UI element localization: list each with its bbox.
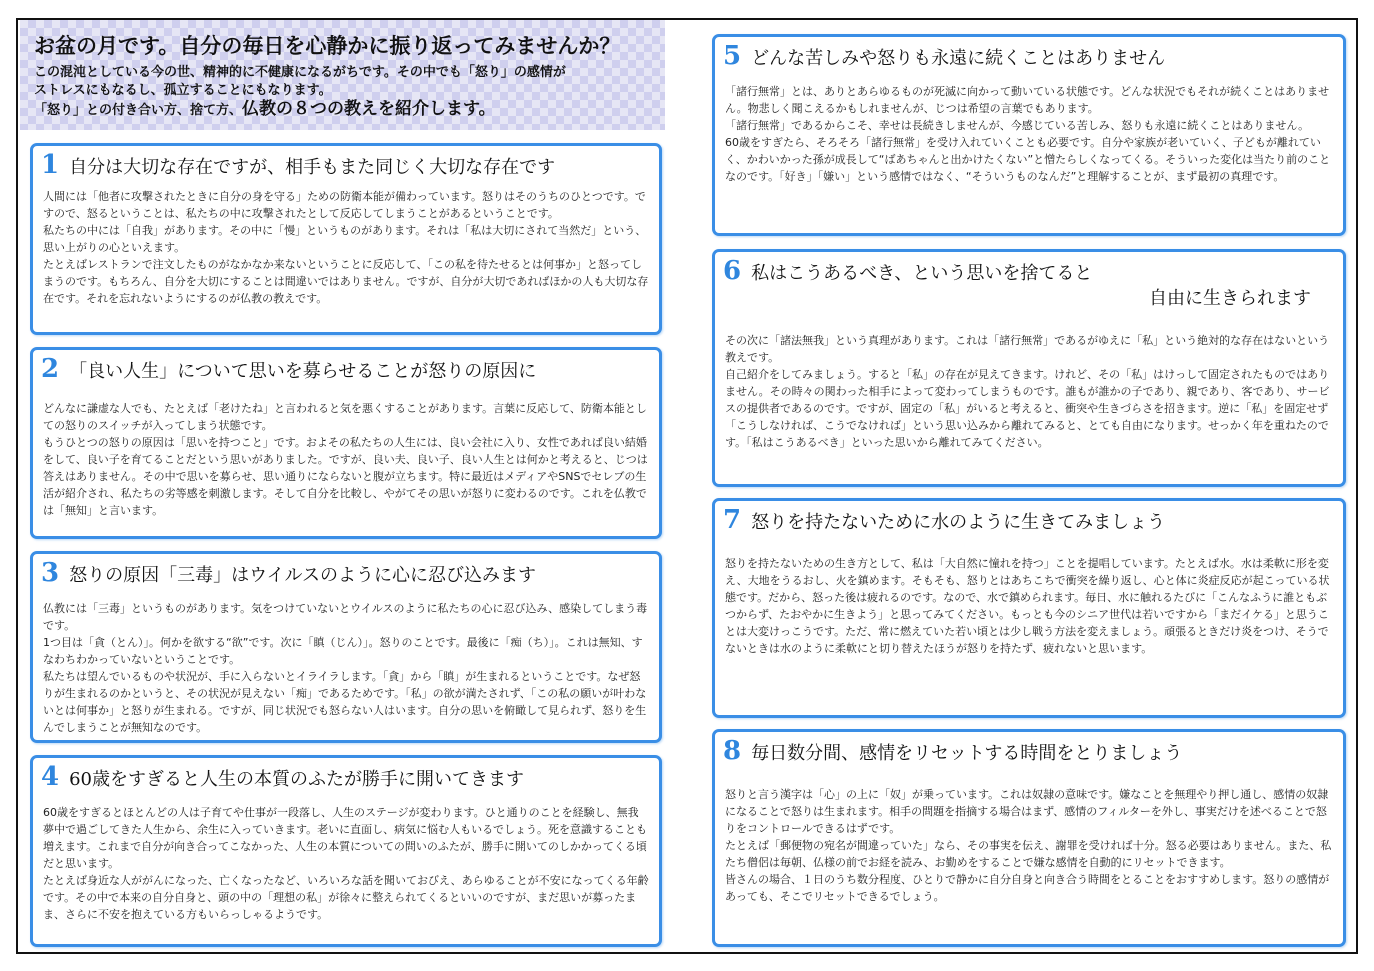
section-heading	[723, 256, 1335, 310]
section-number: 7	[723, 505, 742, 535]
section-body	[725, 332, 1333, 451]
section-body	[725, 83, 1333, 185]
section-heading	[723, 41, 1335, 71]
intro-line: ストレスにもなるし、孤立することにもなります。	[34, 83, 332, 98]
section-8	[712, 729, 1346, 947]
section-number: 2	[41, 354, 60, 384]
section-title: 毎日数分間、感情をリセットする時間をとりましょう	[751, 743, 1183, 764]
section-title: 怒りの原因「三毒」はウイルスのように心に忍び込みます	[69, 565, 537, 586]
section-2	[30, 347, 662, 539]
section-title: 自分は大切な存在ですが、相手もまた同じく大切な存在です	[69, 157, 556, 178]
intro-text	[34, 64, 566, 120]
section-3	[30, 551, 662, 743]
paragraph: 「諸行無常」とは、ありとあらゆるものが死滅に向かって動いている状態です。どんな状況でもそれが続くことはありません。物悲しく聞こえるかもしれませんが、じつは希望の言葉でもあります。	[725, 85, 1330, 115]
section-title: 私はこうあるべき、という思いを捨てると	[751, 263, 1093, 284]
section-number: 4	[41, 762, 60, 792]
paragraph: たとえば「郵便物の宛名が間違っていた」なら、その事実を伝え、謝罪を受ければ十分。怒る必要はありません。また、私たち僧侶は毎朝、仏様の前でお経を読み、お勤めをすることで嫌な感情を自動的にリセットできます。	[725, 839, 1332, 869]
paragraph: もうひとつの怒りの原因は「思いを持つこと」です。およその私たちの人生には、良い会社に入り、女性であれば良い結婚をして、良い子を育てることだという思いがありました。ですが、良い夫、良い子、良い人生とは何かと考えると、じつは答えはありません。その中で思いを募らせ、思い通りにならないと腹が立ちます。特に最近はメディアやSNSでセレブの生活が紹介され、私たちの劣等感を刺激します。そして自分を比較し、やがてその思いが怒りに変わるのです。これを仏教では「無知」と言います。	[43, 436, 648, 517]
intro-line-part: 「怒り」との付き合い方、捨て方、	[34, 103, 243, 118]
section-body	[725, 786, 1333, 905]
section-heading	[41, 354, 651, 384]
section-6	[712, 249, 1346, 487]
paragraph: 人間には「他者に攻撃されたときに自分の身を守る」ための防衛本能が備わっています。怒りはそのうちのひとつです。ですので、怒るということは、私たちの中に攻撃されたとして反応してしまうことがあるということです。	[43, 190, 646, 220]
paragraph: 怒りを持たないための生き方として、私は「大自然に憧れを持つ」ことを提唱しています。たとえば水。水は柔軟に形を変え、大地をうるおし、火を鎮めます。そもそも、怒りとはあちこちで衝突を繰り返し、心と体に炎症反応が起こっている状態です。だから、怒った後は疲れるのです。なので、水で鎮められます。毎日、水に触れるたびに「こんなふうに誰ともぶつからず、たおやかに生きよう」と思ってみてください。もっとも今のシニア世代は若いですから「まだイケる」と思うことは大変けっこうです。ただ、常に燃えていた若い頃とは少し戦う方法を変えましょう。頑張るときだけ炎をつけ、そうでないときは水のように柔軟にと切り替えたほうが怒りを持たず、疲れないと思います。	[725, 557, 1330, 655]
section-1	[30, 143, 662, 335]
section-number: 8	[723, 736, 742, 766]
page-title: お盆の月です。自分の毎日を心静かに振り返ってみませんか？	[34, 34, 621, 58]
section-heading	[41, 762, 651, 792]
paragraph: その次に「諸法無我」という真理があります。これは「諸行無常」であるがゆえに「私」という絶対的な存在はないという教えです。	[725, 334, 1330, 364]
paragraph: どんなに謙虚な人でも、たとえば「老けたね」と言われると気を悪くすることがあります。言葉に反応して、防衛本能としての怒りのスイッチが入ってしまう状態です。	[43, 402, 647, 432]
section-7	[712, 498, 1346, 718]
paragraph: 1つ目は「貪（とん）」。何かを欲する“欲”です。次に「瞋（じん）」。怒りのことです。最後に「痴（ち）」。これは無知、すなわちわかっていないということです。	[43, 636, 643, 666]
section-body	[43, 400, 649, 519]
paragraph: 自己紹介をしてみましょう。すると「私」の存在が見えてきます。けれど、その「私」はけっして固定されたものではありません。その時々の関わった相手によって変わってしまうものです。誰もが誰かの子であり、親であり、客であり、サービスの提供者であるのです。ですが、固定の「私」がいると考えると、衝突や生きづらさを招きます。逆に「私」を固定せず「こうしなければ、こうでなければ」という思い込みから離れてみると、とても自由になります。せっかく年を重ねたのです。「私はこうあるべき」といった思いから離れてみてください。	[725, 368, 1330, 449]
section-title: 「良い人生」について思いを募らせることが怒りの原因に	[69, 361, 537, 382]
section-body	[43, 188, 649, 307]
section-heading	[41, 150, 651, 180]
section-body	[43, 804, 649, 923]
section-title: 怒りを持たないために水のように生きてみましょう	[751, 512, 1166, 533]
section-number: 1	[41, 150, 60, 180]
section-heading	[723, 736, 1335, 766]
section-number: 3	[41, 558, 60, 588]
paragraph: 私たちは望んでいるものや状況が、手に入らないとイライラします。「貪」から「瞋」が生まれるということです。なぜ怒りが生まれるのかというと、その状況が見えない「痴」であるためです。「私」の欲が満たされず、「この私の願いが叶わないとは何事か」と怒りが生まれる。ですが、同じ状況でも怒らない人はいます。自分の思いを俯瞰して見られず、怒りを生んでしまうことが無知なのです。	[43, 670, 647, 734]
paragraph: 怒りと言う漢字は「心」の上に「奴」が乗っています。これは奴隷の意味です。嫌なことを無理やり押し通し、感情の奴隷になることで怒りは生まれます。相手の問題を指摘する場合はまず、感情のフィルターを外し、事実だけを述べることで怒りをコントロールできるはずです。	[725, 788, 1329, 835]
section-5	[712, 34, 1346, 236]
intro-line: この混沌としている今の世、精神的に不健康になるがちです。その中でも「怒り」の感情が	[34, 65, 566, 80]
section-title: 60歳をすぎると人生の本質のふたが勝手に開いてきます	[69, 769, 524, 790]
section-heading	[41, 558, 651, 588]
section-number: 5	[723, 41, 742, 71]
paragraph: たとえば身近な人ががんになった、亡くなったなど、いろいろな話を聞いておびえ、あらゆることが不安になってくる年齢です。その中で本来の自分自身と、頭の中の「理想の私」が徐々に整えられてくるといいのですが、まだ思いが募ったまま、さらに不安を抱えている方もいらっしゃるようです。	[43, 874, 649, 921]
section-title-line2: 自由に生きられます	[1149, 288, 1311, 309]
paragraph: 60歳をすぎたら、そろそろ「諸行無常」を受け入れていくことも必要です。自分や家族が老いていく、子どもが離れていく、かわいかった孫が成長して“ばあちゃんと出かけたくない”と憎たらしくなってくる。そういった変化は当たり前のことなのです。「好き」「嫌い」という感情ではなく、“そういうものなんだ”と理解することが、まず最初の真理です。	[725, 136, 1331, 183]
paragraph: 60歳をすぎるとほとんどの人は子育てや仕事が一段落し、人生のステージが変わります。ひと通りのことを経験し、無我夢中で過ごしてきた人生から、余生に入っていきます。老いに直面し、病気に悩む人もいるでしょう。死を意識することも増えます。これまで自分が向き合ってこなかった、人生の本質についての問いのふたが、勝手に開いてのしかかってくる頃だと思います。	[43, 806, 648, 870]
paragraph: 皆さんの場合、１日のうち数分程度、ひとりで静かに自分自身と向き合う時間をとることをおすすめします。怒りの感情があっても、そこでリセットできるでしょう。	[725, 873, 1330, 903]
section-heading	[723, 505, 1335, 535]
intro-line	[34, 100, 566, 120]
section-body	[725, 555, 1333, 657]
paragraph: 私たちの中には「自我」があります。その中に「慢」というものがあります。それは「私は大切にされて当然だ」という、思い上がりの心といえます。	[43, 224, 647, 254]
intro-highlight: 仏教の８つの教えを紹介します。	[242, 99, 496, 119]
section-title: どんな苦しみや怒りも永遠に続くことはありません	[751, 48, 1166, 69]
section-body	[43, 600, 649, 736]
paragraph: 仏教には「三毒」というものがあります。気をつけていないとウイルスのように私たちの心に忍び込み、感染してしまう毒です。	[43, 602, 648, 632]
paragraph: たとえばレストランで注文したものがなかなか来ないということに反応して、「この私を待たせるとは何事か」と怒ってしまうのです。もちろん、自分を大切にすることは間違いではありません。ですが、自分が大切であればほかの人も大切な存在です。それを忘れないようにするのが仏教の教えです。	[43, 258, 649, 305]
section-4	[30, 755, 662, 947]
paragraph: 「諸行無常」であるからこそ、幸せは長続きしませんが、今感じている苦しみ、怒りも永遠に続くことはありません。	[725, 119, 1310, 132]
header-banner	[20, 20, 665, 130]
section-number: 6	[723, 256, 742, 286]
